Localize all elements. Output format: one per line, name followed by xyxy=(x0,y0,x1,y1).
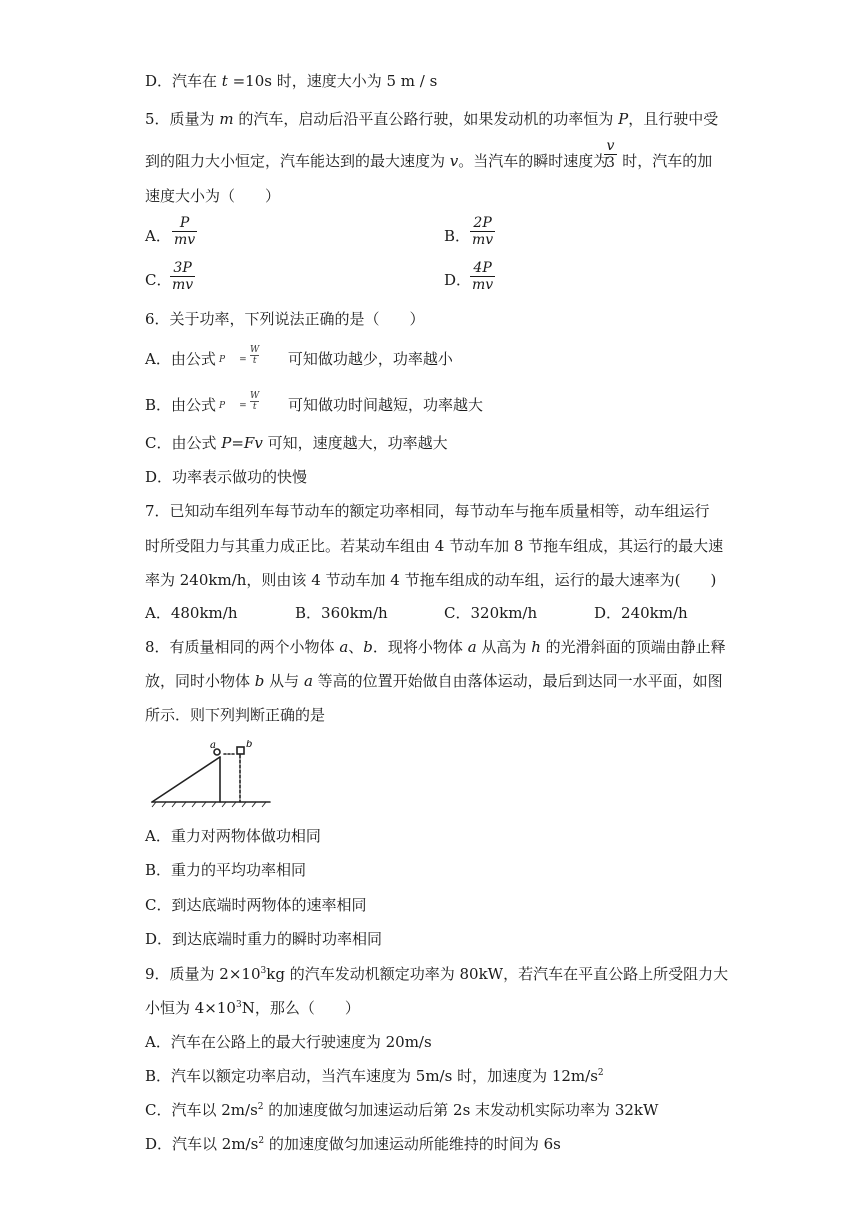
q7-stem-line2: 时所受阻力与其重力成正比。若某动车组由 4 节动车加 8 节拖车组成，其运行的最大速 xyxy=(145,537,724,555)
q6-option-a: A．由公式 可知做功越少，功率越小 xyxy=(145,350,453,368)
q8-option-d: D．到达底端时重力的瞬时功率相同 xyxy=(145,930,383,948)
q5-option-a-label: A． xyxy=(145,227,171,245)
q5-option-a-fraction: P mv xyxy=(174,215,196,248)
q8-stem-line2: 放，同时小物体 b 从与 a 等高的位置开始做自由落体运动，最后到达同一水平面，如图 xyxy=(145,672,723,690)
q9-option-a: A．汽车在公路上的最大行驶速度为 20m/s xyxy=(145,1033,432,1051)
q5-option-b-label: B． xyxy=(444,227,471,245)
q8-option-c: C．到达底端时两物体的速率相同 xyxy=(145,896,367,914)
q9-option-c: C．汽车以 $2m/s^2$ 的加速度做匀加速运动后第 2s 末发动机实际功率为 32kW xyxy=(145,1101,659,1119)
q8-incline-figure xyxy=(148,740,274,808)
q8-stem-line3: 所示．则下列判断正确的是 xyxy=(145,706,326,724)
label-b: b xyxy=(246,740,253,750)
q9-stem-line2: 小恒为 $4\times 10^3N$，那么（ ） xyxy=(145,999,360,1017)
q6-a-formula-p: P = xyxy=(219,355,247,365)
label-a: a xyxy=(210,740,216,751)
q7-stem-line3: 率为 240km/h，则由该 4 节动车加 4 节拖车组成的动车组，运行的最大速率为( ) xyxy=(145,571,717,589)
incline-surface xyxy=(152,757,220,802)
q5-stem-line1: 5．质量为 m 的汽车，启动后沿平直公路行驶，如果发动机的功率恒为 P，且行驶中受 xyxy=(145,110,719,128)
q5-option-c-label: C． xyxy=(145,271,172,289)
object-b-block xyxy=(237,747,244,754)
q5-option-b-fraction: 2P mv xyxy=(472,215,494,248)
q6-option-d: D．功率表示做功的快慢 xyxy=(145,468,308,486)
q9-option-d: D．汽车以 $2m/s^2$ 的加速度做匀加速运动所能维持的时间为 6s xyxy=(145,1135,561,1153)
q7-option-a: A．480km/h xyxy=(145,604,238,622)
q4-option-d: D．汽车在 t =10s 时，速度大小为 5 m / s xyxy=(145,72,438,90)
q6-b-formula-p: P = xyxy=(219,401,247,411)
q5-option-d-label: D． xyxy=(444,271,472,289)
q5-option-c-fraction: 3P mv xyxy=(172,260,194,293)
q6-b-formula-fraction: W t xyxy=(250,391,260,412)
q5-fraction-v-over-3: v 3 xyxy=(606,138,615,171)
q8-option-b: B．重力的平均功率相同 xyxy=(145,861,307,879)
q7-option-d: D．240km/h xyxy=(594,604,688,622)
q5-option-d-fraction: 4P mv xyxy=(472,260,494,293)
q9-option-b: B．汽车以额定功率启动，当汽车速度为 5m/s 时，加速度为 $12m/s^2$ xyxy=(145,1067,604,1085)
q8-option-a: A．重力对两物体做功相同 xyxy=(145,827,321,845)
q6-option-b: B．由公式 可知做功时间越短，功率越大 xyxy=(145,396,484,414)
q6-stem: 6．关于功率，下列说法正确的是（ ） xyxy=(145,310,425,328)
q5-stem-line2: 到的阻力大小恒定，汽车能达到的最大速度为 v。当汽车的瞬时速度为 时，汽车的加 xyxy=(145,152,713,170)
q6-option-c: C．由公式 P=Fv 可知，速度越大，功率越大 xyxy=(145,434,448,452)
q7-option-c: C．320km/h xyxy=(444,604,538,622)
q5-stem-line3: 速度大小为（ ） xyxy=(145,187,281,205)
q7-stem-line1: 7．已知动车组列车每节动车的额定功率相同，每节动车与拖车质量相等，动车组运行 xyxy=(145,502,710,520)
q9-stem-line1: 9．质量为 $2\times 10^3kg$ 的汽车发动机额定功率为 80kW，若汽车在平直公路上所受阻力大 xyxy=(145,965,729,983)
q6-a-formula-fraction: W t xyxy=(250,345,260,366)
q7-option-b: B．360km/h xyxy=(295,604,388,622)
q8-stem-line1: 8．有质量相同的两个小物体 a、b．现将小物体 a 从高为 h 的光滑斜面的顶端由静止释 xyxy=(145,638,726,656)
